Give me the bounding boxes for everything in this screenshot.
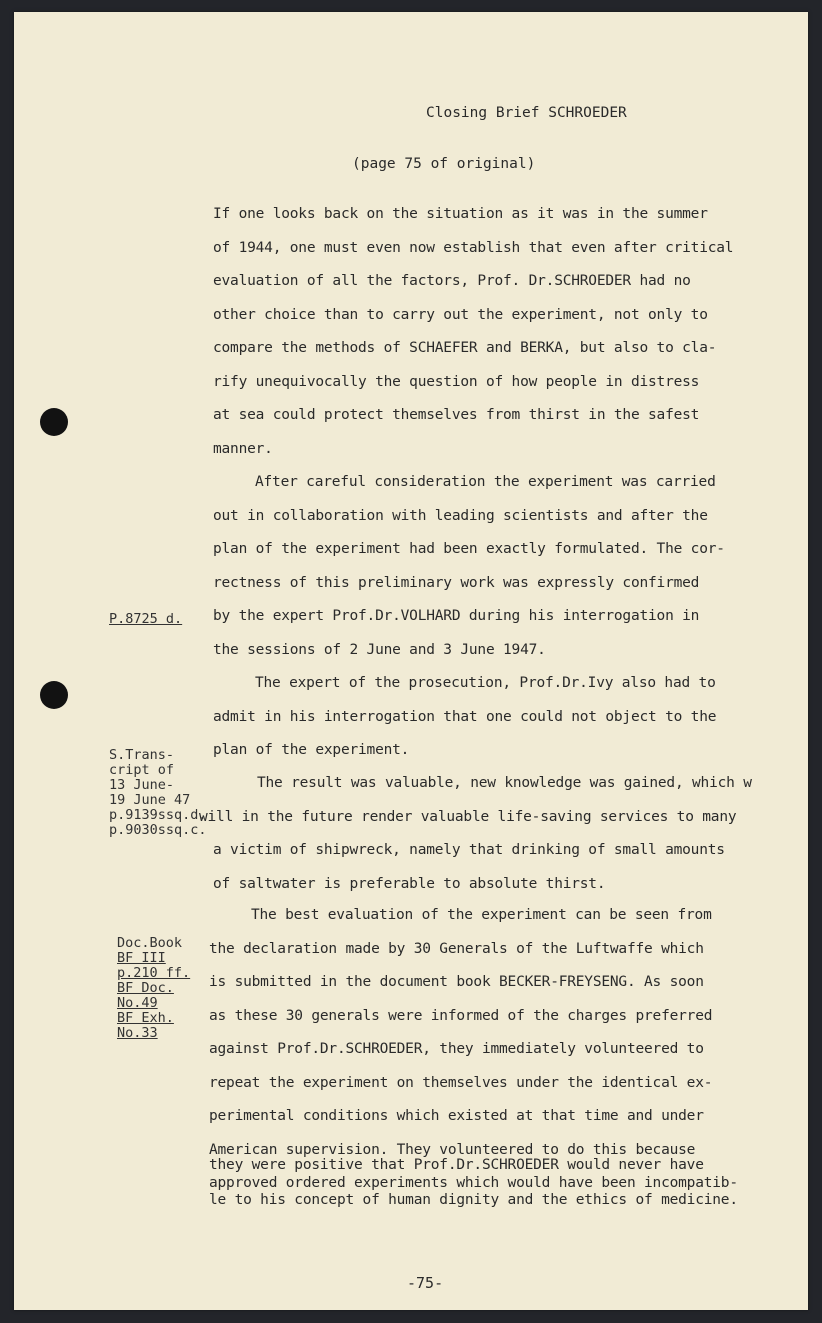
text-line: The best evaluation of the experiment can be seen from bbox=[251, 907, 712, 923]
text-line: plan of the experiment had been exactly formulated. The cor- bbox=[213, 541, 725, 557]
paragraph-5 bbox=[209, 899, 712, 1167]
text-line: they were positive that Prof.Dr.SCHROEDER would never have bbox=[209, 1157, 704, 1173]
margin-line: cript of bbox=[109, 762, 175, 778]
page-reference: (page 75 of original) bbox=[352, 156, 536, 172]
text-line: other choice than to carry out the experiment, not only to bbox=[213, 306, 708, 323]
margin-line: p.210 ff. bbox=[117, 965, 191, 981]
margin-line: No.33 bbox=[117, 1025, 158, 1041]
text-line: After careful consideration the experiment was carried bbox=[255, 474, 716, 490]
text-line: manner. bbox=[213, 440, 273, 457]
text-line: American supervision. They volunteered to do this because bbox=[209, 1141, 696, 1158]
text-line: repeat the experiment on themselves under the identical ex- bbox=[209, 1074, 713, 1091]
document-page bbox=[14, 12, 808, 1310]
margin-note-docbook bbox=[117, 936, 190, 1041]
text-line: of 1944, one must even now establish that even after critical bbox=[213, 239, 734, 256]
brief-title: Closing Brief SCHROEDER bbox=[426, 105, 627, 121]
text-line: rectness of this preliminary work was expressly confirmed bbox=[213, 574, 700, 591]
margin-line: p.9139ssq.d. bbox=[109, 807, 207, 823]
text-line: The expert of the prosecution, Prof.Dr.Ivy also had to bbox=[255, 675, 716, 691]
margin-line: BF Exh. bbox=[117, 1010, 174, 1026]
text-line: by the expert Prof.Dr.VOLHARD during his interrogation in bbox=[213, 608, 700, 624]
text-line: a victim of shipwreck, namely that drinking of small amounts bbox=[213, 842, 725, 858]
page-number: -75- bbox=[407, 1274, 444, 1292]
text-line: the declaration made by 30 Generals of the Luftwaffe which bbox=[209, 940, 704, 957]
margin-line: S.Trans- bbox=[109, 747, 175, 763]
margin-line: Doc.Book bbox=[117, 935, 183, 951]
punch-hole-bottom bbox=[40, 681, 68, 709]
text-line: admit in his interrogation that one could not object to the bbox=[213, 708, 717, 725]
margin-line: p.9030ssq.c. bbox=[109, 822, 207, 838]
paragraph-4 bbox=[199, 767, 752, 901]
margin-line: 19 June 47 bbox=[109, 792, 191, 808]
text-line: compare the methods of SCHAEFER and BERKA, but also to cla- bbox=[213, 340, 717, 356]
paragraph-5-squeezed bbox=[209, 1157, 738, 1210]
text-line: evaluation of all the factors, Prof. Dr.SCHROEDER had no bbox=[213, 273, 691, 289]
text-line: plan of the experiment. bbox=[213, 742, 410, 758]
paragraph-3 bbox=[213, 667, 716, 768]
text-line: will in the future render valuable life-saving services to many bbox=[199, 808, 737, 825]
margin-line: 13 June- bbox=[109, 777, 175, 793]
text-line: out in collaboration with leading scientists and after the bbox=[213, 507, 708, 524]
punch-hole-top bbox=[40, 408, 68, 436]
text-line: against Prof.Dr.SCHROEDER, they immediately volunteered to bbox=[209, 1041, 704, 1057]
text-line: rify unequivocally the question of how people in distress bbox=[213, 373, 700, 390]
text-line: the sessions of 2 June and 3 June 1947. bbox=[213, 641, 546, 658]
text-line: is submitted in the document book BECKER-FREYSENG. As soon bbox=[209, 974, 704, 990]
margin-line: BF III bbox=[117, 950, 166, 966]
text-line: approved ordered experiments which would have been incompatib- bbox=[209, 1174, 738, 1191]
text-line: at sea could protect themselves from thirst in the safest bbox=[213, 407, 700, 423]
text-line: as these 30 generals were informed of the charges preferred bbox=[209, 1007, 713, 1024]
text-line: le to his concept of human dignity and the ethics of medicine. bbox=[209, 1192, 738, 1208]
margin-note-volhard: P.8725 d. bbox=[109, 611, 183, 627]
text-line: perimental conditions which existed at that time and under bbox=[209, 1108, 704, 1124]
margin-line: BF Doc. bbox=[117, 980, 174, 996]
margin-note-transcript bbox=[109, 748, 207, 838]
text-line: If one looks back on the situation as it was in the summer bbox=[213, 206, 708, 222]
paragraph-1 bbox=[213, 198, 733, 466]
text-line: of saltwater is preferable to absolute thirst. bbox=[213, 875, 606, 892]
paragraph-2 bbox=[213, 466, 725, 667]
text-line: The result was valuable, new knowledge was gained, which w bbox=[257, 775, 752, 791]
margin-line: No.49 bbox=[117, 995, 158, 1011]
